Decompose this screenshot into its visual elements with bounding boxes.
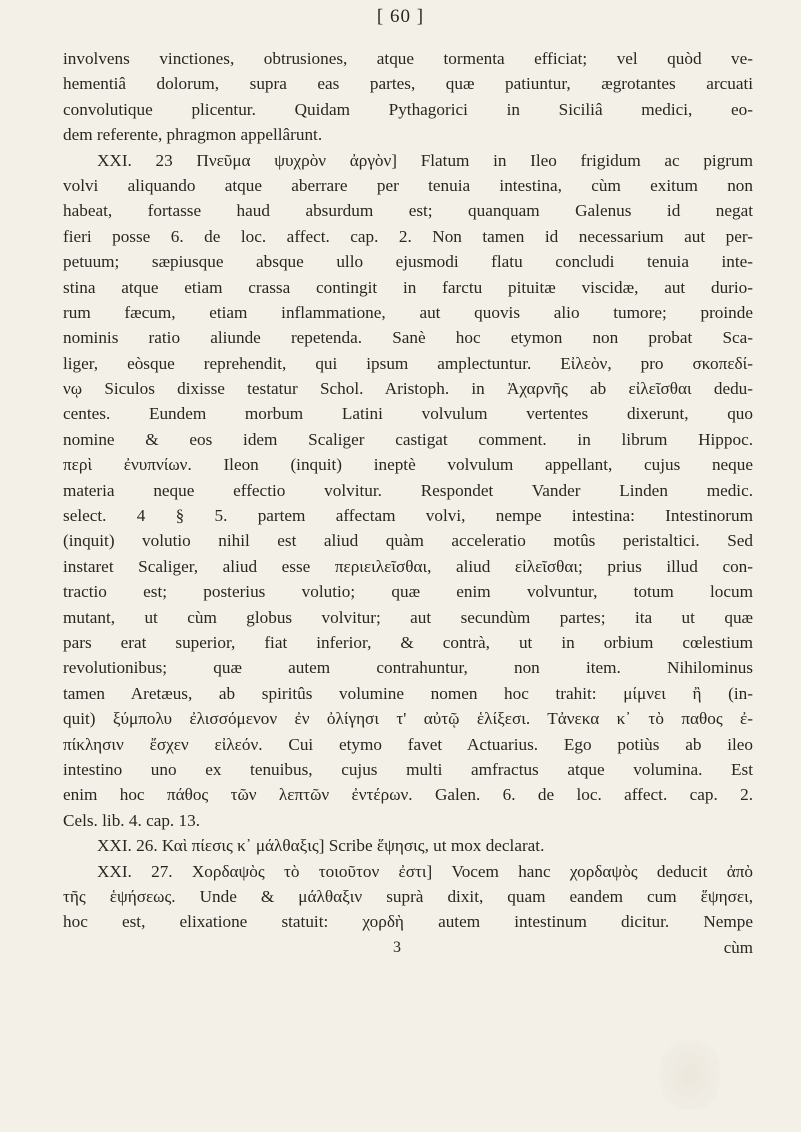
- text-line: nominis ratio aliunde repetenda. Sanè hoc etymon non probat Sca-: [63, 328, 753, 348]
- page-number: [ 60 ]: [376, 6, 425, 27]
- catchword: cùm: [723, 937, 753, 957]
- text-line: XXI. 27. Χορδαψὸς τὸ τοιοῦτον ἐστι] Vocem hanc χορδαψὸς deducit ἀπὸ: [97, 861, 753, 881]
- text-line: (inquit) volutio nihil est aliud quàm acceleratio motûs peristaltici. Sed: [63, 531, 753, 551]
- text-line: περὶ ἐνυπνίων. Ileon (inquit) ineptè volvulum appellant, cujus neque: [63, 455, 753, 475]
- text-line: dem referente, phragmon appellârunt.: [63, 125, 323, 145]
- text-line: volvi aliquando atque aberrare per tenuia intestina, cùm exitum non: [63, 175, 753, 195]
- text-line: fieri posse 6. de loc. affect. cap. 2. Non tamen id necessarium aut per-: [63, 226, 753, 246]
- text-line: liger, eòsque reprehendit, qui ipsum amplectuntur. Εἰλεὸν, pro σκοπεδί-: [63, 353, 753, 373]
- signature-mark: 3: [393, 938, 401, 956]
- text-line: pars erat superior, fiat inferior, & contrà, ut in orbium cœlestium: [63, 632, 753, 652]
- paper-stain: [660, 1040, 720, 1110]
- text-line: nomine & eos idem Scaliger castigat comment. in librum Hippoc.: [63, 429, 753, 449]
- text-line: intestino uno ex tenuibus, cujus multi amfractus atque volumina. Est: [63, 759, 753, 779]
- text-line: centes. Eundem morbum Latini volvulum vertentes dixerunt, quo: [63, 404, 753, 424]
- text-line: tamen Aretæus, ab spiritûs volumine nomen hoc trahit: μίμνει ἢ (in-: [63, 683, 753, 703]
- text-line: hementiâ dolorum, supra eas partes, quæ patiuntur, ægrotantes arcuati: [63, 74, 753, 94]
- text-line: stina atque etiam crassa contingit in farctu pituitæ viscidæ, aut durio-: [63, 277, 753, 297]
- text-line: XXI. 23 Πνεῦμα ψυχρὸν ἀργὸν] Flatum in Ileo frigidum ac pigrum: [97, 150, 753, 170]
- text-line: enim hoc πάθος τῶν λεπτῶν ἐντέρων. Galen. 6. de loc. affect. cap. 2.: [63, 785, 753, 805]
- text-line: τῆς ἑψήσεως. Unde & μάλθαξιν suprà dixit, quam eandem cum ἕψησει,: [63, 886, 753, 906]
- text-line: rum fæcum, etiam inflammatione, aut quovis alio tumore; proinde: [63, 302, 753, 322]
- page-footer: [63, 935, 753, 960]
- text-line: convolutique plicentur. Quidam Pythagorici in Siciliâ medici, eo-: [63, 99, 753, 119]
- text-line: habeat, fortasse haud absurdum est; quanquam Galenus id negat: [63, 201, 753, 221]
- text-line: materia neque effectio volvitur. Respondet Vander Linden medic.: [63, 480, 753, 500]
- text-line: πίκλησιν ἔσχεν εἰλεόν. Cui etymo favet Actuarius. Ego potiùs ab ileo: [63, 734, 753, 754]
- text-line: νῳ Siculos dixisse testatur Schol. Aristoph. in Ἀχαρνῆς ab εἰλεῖσθαι dedu-: [63, 379, 753, 399]
- text-line: involvens vinctiones, obtrusiones, atque tormenta efficiat; vel quòd ve-: [63, 49, 753, 68]
- text-line: select. 4 § 5. partem affectam volvi, nempe intestina: Intestinorum: [63, 506, 753, 526]
- text-line: revolutionibus; quæ autem contrahuntur, non item. Nihilominus: [63, 658, 753, 678]
- text-line: hoc est, elixatione statuit: χορδὴ autem intestinum dicitur. Nempe: [63, 912, 753, 932]
- text-line: quit) ξύμπολυ ἐλισσόμενον ἐν ὀλίγησι τ' αὐτῷ ἑλίξεσι. Τἀνεκα κ᾽ τὸ παθος ἐ-: [63, 709, 753, 729]
- text-line: petuum; sæpiusque absque ullo ejusmodi flatu concludi tenuia inte-: [63, 252, 753, 272]
- text-line: mutant, ut cùm globus volvitur; aut secundùm partes; ita ut quæ: [63, 607, 753, 627]
- text-line: tractio est; posterius volutio; quæ enim volvuntur, totum locum: [63, 582, 753, 602]
- text-line: instaret Scaliger, aliud esse περιειλεῖσθαι, aliud εἰλεῖσθαι; prius illud con-: [63, 556, 753, 576]
- text-line: XXI. 26. Καὶ πίεσις κ᾽ μάλθαξις] Scribe ἕψησις, ut mox declarat.: [97, 836, 545, 856]
- body-text: [63, 46, 753, 960]
- text-line: Cels. lib. 4. cap. 13.: [63, 810, 201, 830]
